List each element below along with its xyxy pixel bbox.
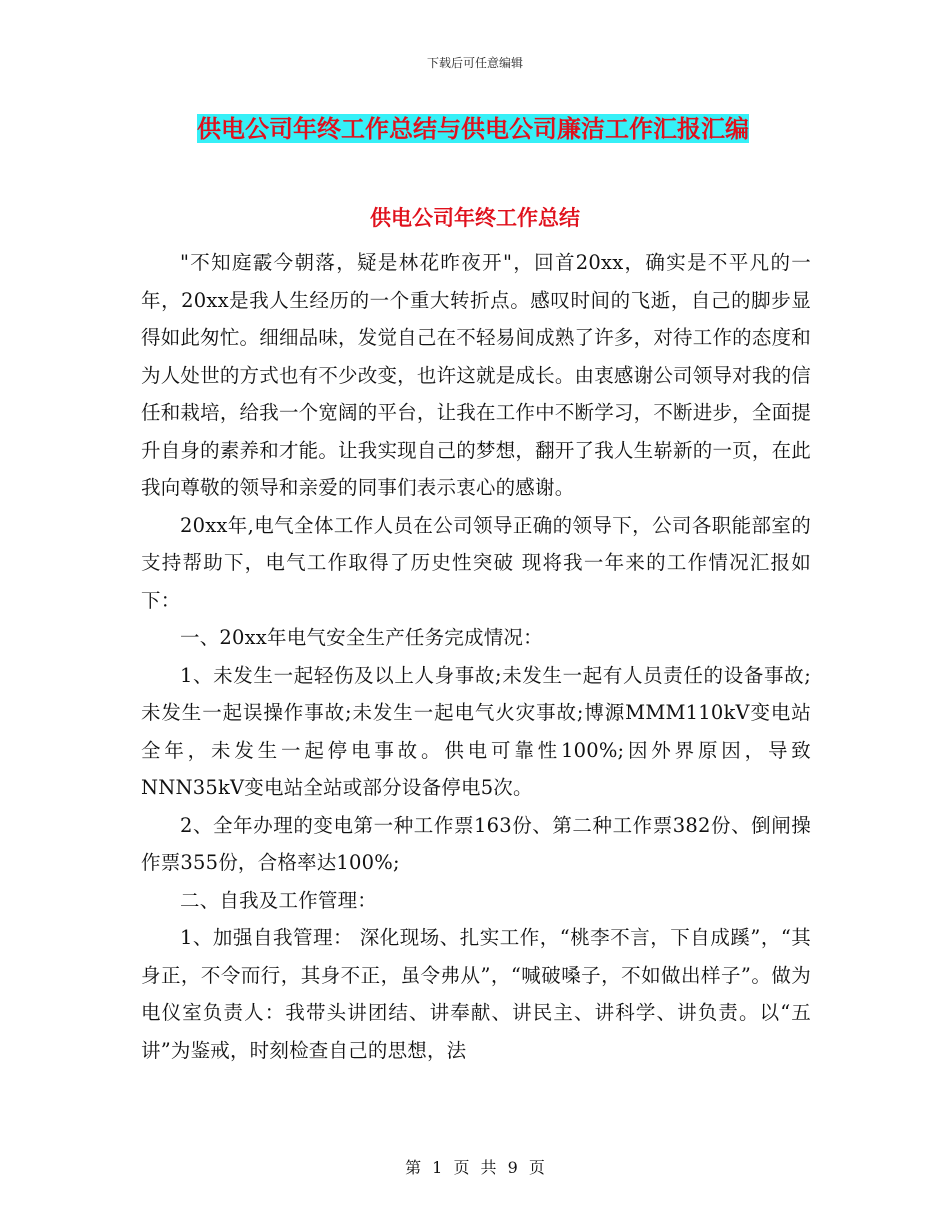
- header-note: 下载后可任意编辑: [426, 56, 523, 70]
- section-title: 供电公司年终工作总结: [370, 205, 580, 230]
- paragraph: 20xx年,电气全体工作人员在公司领导正确的领导下，公司各职能部室的支持帮助下，电气工作取得了历史性突破 现将我一年来的工作情况汇报如下：: [141, 513, 811, 612]
- paragraph: "不知庭霰今朝落，疑是林花昨夜开"，回首20xx，确实是不平凡的一年，20xx是我人生经历的一个重大转折点。感叹时间的飞逝，自己的脚步显得如此匆忙。细细品味，发觉自己在不轻易间成熟了许多，对待工作的态度和为人处世的方式也有不少改变，也许这就是成长。由衷感谢公司领导对我的信任和栽培，给我一个宽阔的平台，让我在工作中不断学习，不断进步，全面提升自身的素养和才能。让我实现自己的梦想，翻开了我人生崭新的一页，在此我向尊敬的领导和亲爱的同事们表示衷心的感谢。: [141, 251, 811, 499]
- page-number-footer: 第 1 页 共 9 页: [405, 1158, 545, 1177]
- main-title-text: 供电公司年终工作总结与供电公司廉洁工作汇报汇编: [197, 114, 749, 143]
- paragraph: 一、20xx年电气安全生产任务完成情况：: [180, 626, 543, 649]
- body-text: [141, 244, 811, 1069]
- paragraph: 二、自我及工作管理：: [180, 888, 378, 912]
- main-title: [193, 112, 753, 146]
- paragraph: 1、未发生一起轻伤及以上人身事故;未发生一起有人员责任的设备事故;未发生一起误操作事故;未发生一起电气火灾事故;博源MMM110kV变电站全年，未发生一起停电事故。供电可靠性100%;因外界原因，导致NNN35kV变电站全站或部分设备停电5次。: [141, 663, 811, 799]
- paragraph: 2、全年办理的变电第一种工作票163份、第二种工作票382份、倒闸操作票355份，合格率达100%;: [141, 813, 811, 874]
- paragraph: 1、加强自我管理： 深化现场、扎实工作，“桃李不言，下自成蹊”，“其身正，不令而行，其身不正，虽令弗从”，“喊破嗓子，不如做出样子”。做为电仪室负责人：我带头讲团结、讲奉献、讲民主、讲科学、讲负责。以“五讲”为鉴戒，时刻检查自己的思想，法: [141, 926, 811, 1062]
